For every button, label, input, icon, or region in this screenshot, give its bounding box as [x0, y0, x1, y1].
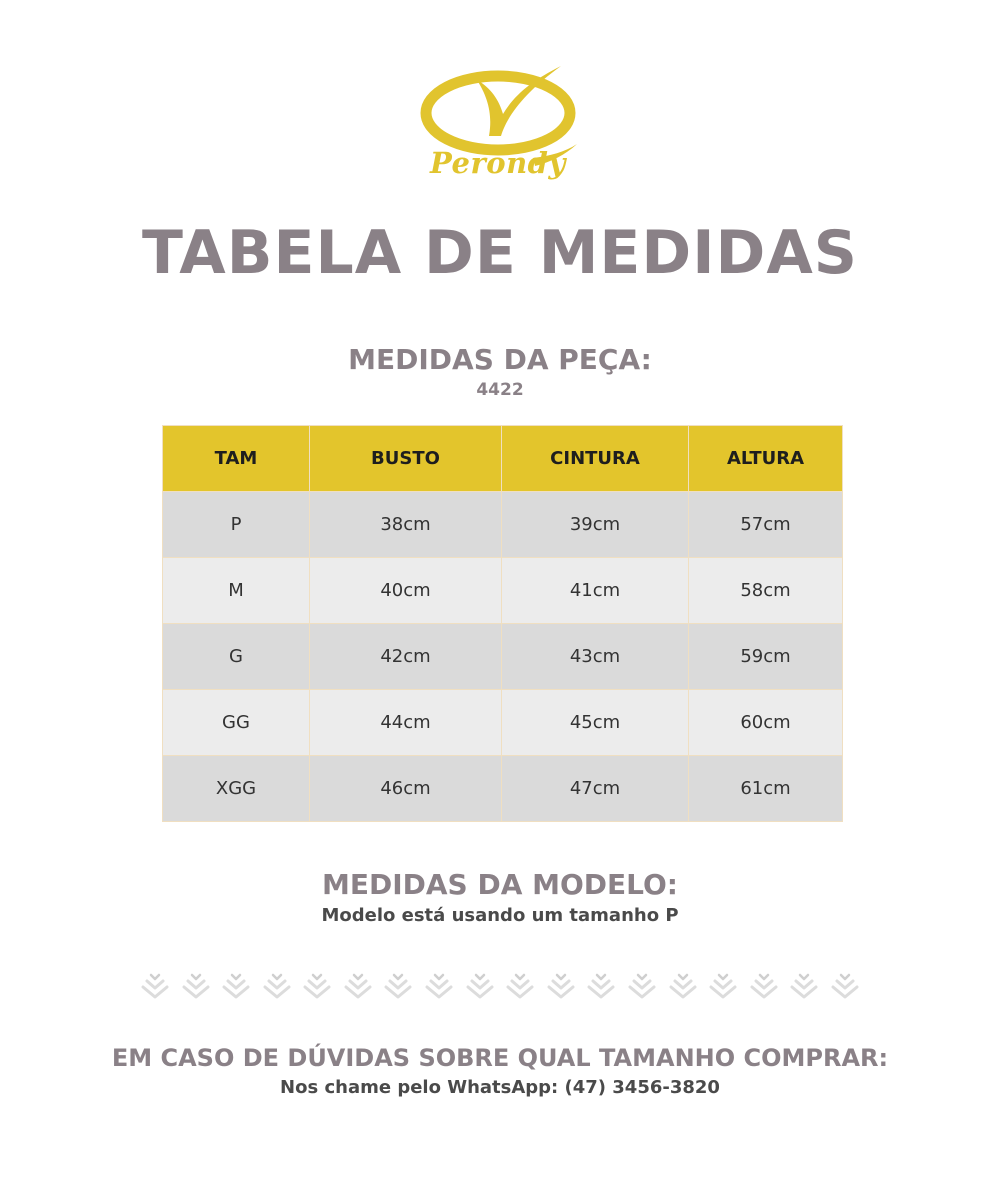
cintura-cell: 45cm [502, 690, 689, 756]
page-title: TABELA DE MEDIDAS [142, 218, 858, 288]
table-row [163, 558, 843, 624]
altura-cell: 58cm [689, 558, 843, 624]
header-busto: BUSTO [310, 426, 502, 492]
double-chevron-down-icon [221, 970, 251, 1000]
double-chevron-down-icon [140, 970, 170, 1000]
header-altura: ALTURA [689, 426, 843, 492]
double-chevron-down-icon [546, 970, 576, 1000]
double-chevron-down-icon [749, 970, 779, 1000]
double-chevron-down-icon [708, 970, 738, 1000]
help-heading: EM CASO DE DÚVIDAS SOBRE QUAL TAMANHO COMPRAR: [111, 1044, 889, 1072]
table-row [163, 690, 843, 756]
double-chevron-down-icon [181, 970, 211, 1000]
altura-cell: 61cm [689, 756, 843, 822]
whatsapp-contact: Nos chame pelo WhatsApp: (47) 3456-3820 [280, 1077, 720, 1098]
table-row [163, 756, 843, 822]
busto-cell: 44cm [310, 690, 502, 756]
size-cell: M [163, 558, 310, 624]
double-chevron-down-icon [262, 970, 292, 1000]
table-row [163, 624, 843, 690]
altura-cell: 57cm [689, 492, 843, 558]
double-chevron-down-icon [789, 970, 819, 1000]
busto-cell: 46cm [310, 756, 502, 822]
cintura-cell: 41cm [502, 558, 689, 624]
piece-code: 4422 [476, 380, 524, 400]
cintura-cell: 43cm [502, 624, 689, 690]
cintura-cell: 47cm [502, 756, 689, 822]
size-cell: G [163, 624, 310, 690]
size-cell: P [163, 492, 310, 558]
double-chevron-down-icon [302, 970, 332, 1000]
double-chevron-down-icon [424, 970, 454, 1000]
busto-cell: 38cm [310, 492, 502, 558]
double-chevron-down-icon [343, 970, 373, 1000]
double-chevron-down-icon [668, 970, 698, 1000]
altura-cell: 60cm [689, 690, 843, 756]
busto-cell: 42cm [310, 624, 502, 690]
double-chevron-down-icon [586, 970, 616, 1000]
size-cell: GG [163, 690, 310, 756]
double-chevron-down-icon [505, 970, 535, 1000]
table-row [163, 492, 843, 558]
double-chevron-down-icon [627, 970, 657, 1000]
header-tam: TAM [163, 426, 310, 492]
size-cell: XGG [163, 756, 310, 822]
double-chevron-down-icon [465, 970, 495, 1000]
cintura-cell: 39cm [502, 492, 689, 558]
brand-wordmark: Perondy [430, 146, 566, 180]
header-cintura: CINTURA [502, 426, 689, 492]
chevron-divider [140, 970, 860, 1004]
piece-measurements-heading: MEDIDAS DA PEÇA: [348, 343, 652, 376]
double-chevron-down-icon [830, 970, 860, 1000]
model-measurements-heading: MEDIDAS DA MODELO: [321, 868, 678, 901]
table-header-row [163, 426, 843, 492]
altura-cell: 59cm [689, 624, 843, 690]
model-size-note: Modelo está usando um tamanho P [321, 905, 679, 926]
size-table [162, 425, 843, 822]
busto-cell: 40cm [310, 558, 502, 624]
double-chevron-down-icon [383, 970, 413, 1000]
